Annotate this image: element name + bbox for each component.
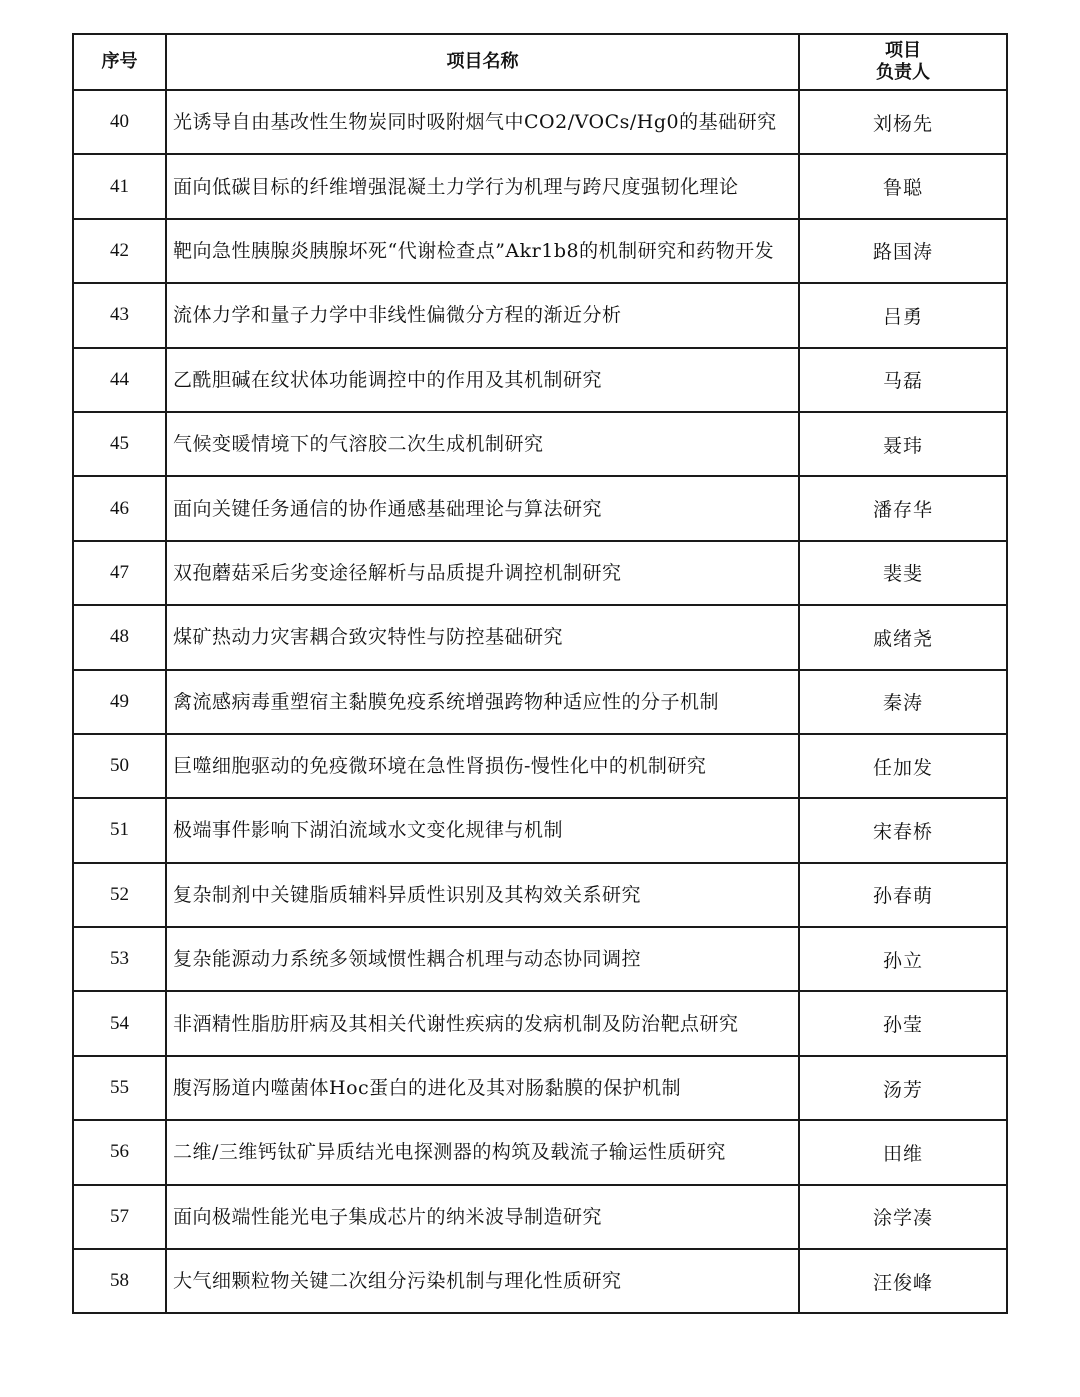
- project-lead: 孙立: [799, 927, 1007, 991]
- project-table: [72, 33, 1008, 1314]
- row-number: 44: [73, 348, 166, 412]
- header-name: 项目名称: [166, 34, 799, 90]
- project-name: 流体力学和量子力学中非线性偏微分方程的渐近分析: [166, 283, 799, 347]
- project-name: 面向低碳目标的纤维增强混凝土力学行为机理与跨尺度强韧化理论: [166, 154, 799, 218]
- table-row: [73, 154, 1007, 218]
- project-name: 禽流感病毒重塑宿主黏膜免疫系统增强跨物种适应性的分子机制: [166, 670, 799, 734]
- table-row: [73, 541, 1007, 605]
- project-lead: 涂学凑: [799, 1185, 1007, 1249]
- project-lead: 马磊: [799, 348, 1007, 412]
- project-lead: 孙春萌: [799, 863, 1007, 927]
- row-number: 41: [73, 154, 166, 218]
- project-lead: 潘存华: [799, 476, 1007, 540]
- row-number: 58: [73, 1249, 166, 1313]
- project-lead: 鲁聪: [799, 154, 1007, 218]
- project-lead: 汤芳: [799, 1056, 1007, 1120]
- table-row: [73, 605, 1007, 669]
- project-name: 大气细颗粒物关键二次组分污染机制与理化性质研究: [166, 1249, 799, 1313]
- project-name: 面向极端性能光电子集成芯片的纳米波导制造研究: [166, 1185, 799, 1249]
- table-row: [73, 927, 1007, 991]
- project-name: 复杂能源动力系统多领域惯性耦合机理与动态协同调控: [166, 927, 799, 991]
- row-number: 43: [73, 283, 166, 347]
- table-row: [73, 1185, 1007, 1249]
- row-number: 50: [73, 734, 166, 798]
- project-name: 巨噬细胞驱动的免疫微环境在急性肾损伤-慢性化中的机制研究: [166, 734, 799, 798]
- project-name: 气候变暖情境下的气溶胶二次生成机制研究: [166, 412, 799, 476]
- project-lead: 刘杨先: [799, 90, 1007, 154]
- project-lead: 秦涛: [799, 670, 1007, 734]
- table-header-row: [73, 34, 1007, 90]
- header-lead-line2: 负责人: [876, 62, 930, 83]
- project-name: 二维/三维钙钛矿异质结光电探测器的构筑及载流子输运性质研究: [166, 1120, 799, 1184]
- table-row: [73, 348, 1007, 412]
- row-number: 53: [73, 927, 166, 991]
- project-lead: 裴斐: [799, 541, 1007, 605]
- project-name: 面向关键任务通信的协作通感基础理论与算法研究: [166, 476, 799, 540]
- project-lead: 汪俊峰: [799, 1249, 1007, 1313]
- row-number: 45: [73, 412, 166, 476]
- table-row: [73, 476, 1007, 540]
- table-row: [73, 991, 1007, 1055]
- row-number: 47: [73, 541, 166, 605]
- table-row: [73, 412, 1007, 476]
- project-lead: 宋春桥: [799, 798, 1007, 862]
- table-row: [73, 90, 1007, 154]
- table-row: [73, 1120, 1007, 1184]
- row-number: 46: [73, 476, 166, 540]
- project-lead: 戚绪尧: [799, 605, 1007, 669]
- table-row: [73, 1056, 1007, 1120]
- project-name: 极端事件影响下湖泊流域水文变化规律与机制: [166, 798, 799, 862]
- table-row: [73, 283, 1007, 347]
- project-lead: 吕勇: [799, 283, 1007, 347]
- row-number: 52: [73, 863, 166, 927]
- row-number: 42: [73, 219, 166, 283]
- row-number: 57: [73, 1185, 166, 1249]
- project-name: 腹泻肠道内噬菌体Hoc蛋白的进化及其对肠黏膜的保护机制: [166, 1056, 799, 1120]
- project-lead: 聂玮: [799, 412, 1007, 476]
- table-row: [73, 734, 1007, 798]
- row-number: 54: [73, 991, 166, 1055]
- table-row: [73, 1249, 1007, 1313]
- project-name: 复杂制剂中关键脂质辅料异质性识别及其构效关系研究: [166, 863, 799, 927]
- table-row: [73, 670, 1007, 734]
- table-row: [73, 863, 1007, 927]
- project-lead: 孙莹: [799, 991, 1007, 1055]
- table-row: [73, 798, 1007, 862]
- project-name: 光诱导自由基改性生物炭同时吸附烟气中CO2/VOCs/Hg0的基础研究: [166, 90, 799, 154]
- table-body: [73, 90, 1007, 1313]
- table-row: [73, 219, 1007, 283]
- header-lead-line1: 项目: [885, 40, 921, 61]
- row-number: 40: [73, 90, 166, 154]
- header-no: 序号: [73, 34, 166, 90]
- row-number: 49: [73, 670, 166, 734]
- header-lead: [799, 34, 1007, 90]
- row-number: 55: [73, 1056, 166, 1120]
- project-name: 双孢蘑菇采后劣变途径解析与品质提升调控机制研究: [166, 541, 799, 605]
- project-name: 乙酰胆碱在纹状体功能调控中的作用及其机制研究: [166, 348, 799, 412]
- project-lead: 任加发: [799, 734, 1007, 798]
- project-name: 非酒精性脂肪肝病及其相关代谢性疾病的发病机制及防治靶点研究: [166, 991, 799, 1055]
- row-number: 48: [73, 605, 166, 669]
- row-number: 56: [73, 1120, 166, 1184]
- project-lead: 路国涛: [799, 219, 1007, 283]
- project-name: 煤矿热动力灾害耦合致灾特性与防控基础研究: [166, 605, 799, 669]
- row-number: 51: [73, 798, 166, 862]
- project-lead: 田维: [799, 1120, 1007, 1184]
- project-name: 靶向急性胰腺炎胰腺坏死“代谢检查点”Akr1b8的机制研究和药物开发: [166, 219, 799, 283]
